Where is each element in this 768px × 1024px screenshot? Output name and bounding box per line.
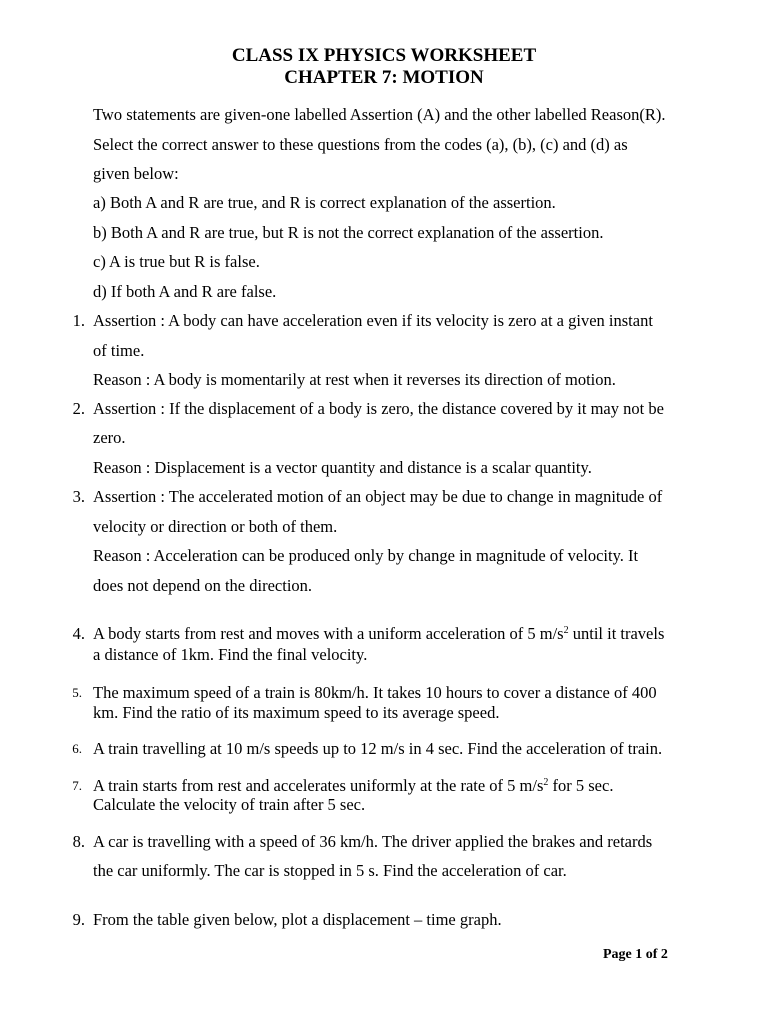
question-reason: Reason : A body is momentarily at rest when it reverses its direction of motion. xyxy=(93,370,616,389)
question-text-part: for 5 sec. xyxy=(548,776,614,795)
question-text: km. Find the ratio of its maximum speed to its average speed. xyxy=(93,703,500,722)
question-text: A train travelling at 10 m/s speeds up to 12 m/s in 4 sec. Find the acceleration of train. xyxy=(93,739,663,758)
instruction-line: Two statements are given-one labelled Assertion (A) and the other labelled Reason(R). xyxy=(93,105,666,124)
question-text: velocity or direction or both of them. xyxy=(93,517,338,536)
chapter-title: CHAPTER 7: MOTION xyxy=(284,67,484,88)
question-text-part: A body starts from rest and moves with a uniform acceleration of 5 m/s xyxy=(93,624,564,643)
answer-code-b: b) Both A and R are true, but R is not the correct explanation of the assertion. xyxy=(93,223,604,242)
question-text-part: A train starts from rest and accelerates uniformly at the rate of 5 m/s xyxy=(93,776,544,795)
question-number: 1. xyxy=(72,311,85,330)
page-title: CLASS IX PHYSICS WORKSHEET xyxy=(231,45,537,66)
question-text: a distance of 1km. Find the final velocity. xyxy=(93,645,368,664)
question-number: 4. xyxy=(72,624,85,643)
question-text: A car is travelling with a speed of 36 km/h. The driver applied the brakes and retards xyxy=(93,832,653,851)
question-reason: Reason : Displacement is a vector quantity and distance is a scalar quantity. xyxy=(93,458,592,477)
instruction-line: given below: xyxy=(93,164,179,183)
question-number: 5. xyxy=(72,685,82,700)
answer-code-a: a) Both A and R are true, and R is correct explanation of the assertion. xyxy=(93,193,556,212)
question-number: 6. xyxy=(72,741,82,756)
question-text: The maximum speed of a train is 80km/h. It takes 10 hours to cover a distance of 400 xyxy=(93,683,657,702)
question-number: 2. xyxy=(72,399,85,418)
instruction-line: Select the correct answer to these questions from the codes (a), (b), (c) and (d) as xyxy=(93,135,628,154)
question-text: does not depend on the direction. xyxy=(93,576,313,595)
answer-code-c: c) A is true but R is false. xyxy=(93,252,260,271)
page-number: Page 1 of 2 xyxy=(603,947,668,962)
question-text-part: until it travels xyxy=(568,624,665,643)
question-assertion: Assertion : The accelerated motion of an object may be due to change in magnitude of xyxy=(93,487,663,506)
question-number: 8. xyxy=(72,832,85,851)
question-assertion: Assertion : If the displacement of a body is zero, the distance covered by it may not be xyxy=(93,399,664,418)
question-text: From the table given below, plot a displacement – time graph. xyxy=(93,910,502,929)
question-text: the car uniformly. The car is stopped in 5 s. Find the acceleration of car. xyxy=(93,861,567,880)
question-text xyxy=(93,624,664,644)
question-text: of time. xyxy=(93,341,145,360)
question-reason: Reason : Acceleration can be produced only by change in magnitude of velocity. It xyxy=(93,546,639,565)
question-number: 9. xyxy=(72,910,85,929)
question-assertion: Assertion : A body can have acceleration even if its velocity is zero at a given instant xyxy=(93,311,653,330)
question-text: zero. xyxy=(93,428,126,447)
question-number: 3. xyxy=(72,487,85,506)
question-text: Calculate the velocity of train after 5 sec. xyxy=(93,795,366,814)
superscript: 2 xyxy=(563,625,569,636)
question-number: 7. xyxy=(72,778,82,793)
answer-code-d: d) If both A and R are false. xyxy=(93,282,277,301)
superscript: 2 xyxy=(543,777,549,788)
question-text xyxy=(93,776,613,796)
